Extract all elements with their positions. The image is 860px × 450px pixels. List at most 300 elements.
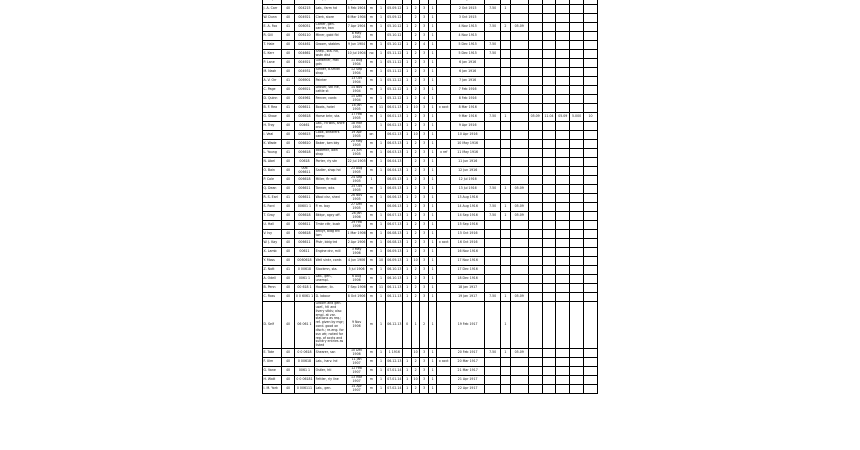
table-cell xyxy=(501,68,511,77)
table-cell: Ostler, htl xyxy=(315,367,347,376)
table-cell xyxy=(542,203,556,212)
table-cell xyxy=(437,284,451,293)
table-cell xyxy=(510,194,528,203)
table-cell xyxy=(556,167,570,176)
table-cell: 1 xyxy=(428,32,437,41)
table-cell: 1 xyxy=(428,194,437,203)
table-cell: 2 xyxy=(411,167,420,176)
table-cell xyxy=(570,349,584,358)
table-cell xyxy=(376,32,386,41)
table-cell xyxy=(542,158,556,167)
table-cell xyxy=(542,140,556,149)
table-cell xyxy=(584,349,598,358)
table-cell: 1 xyxy=(376,367,386,376)
table-row xyxy=(263,104,598,113)
table-row xyxy=(263,230,598,239)
table-cell xyxy=(542,230,556,239)
table-cell xyxy=(542,176,556,185)
table-cell: 2 xyxy=(411,176,420,185)
table-cell xyxy=(485,284,501,293)
table-cell: 0061 1 xyxy=(294,367,314,376)
table-cell xyxy=(501,275,511,284)
table-cell: 40 xyxy=(282,203,295,212)
table-cell xyxy=(528,293,542,302)
table-cell xyxy=(528,358,542,367)
table-cell: 8 Feb 1916 xyxy=(451,95,485,104)
table-cell xyxy=(584,14,598,23)
table-cell: 1 xyxy=(428,68,437,77)
table-cell xyxy=(437,349,451,358)
table-cell xyxy=(437,5,451,14)
table-cell: 1 xyxy=(403,50,412,59)
table-cell: 3 xyxy=(420,239,429,248)
table-cell xyxy=(501,158,511,167)
table-cell xyxy=(528,349,542,358)
table-cell: 1 xyxy=(428,5,437,14)
table-cell: 1 xyxy=(428,86,437,95)
table-cell xyxy=(501,167,511,176)
table-cell: 1 xyxy=(428,385,437,394)
table-cell: Wool clsr, shed xyxy=(315,194,347,203)
table-cell: Q. Dean xyxy=(263,185,282,194)
table-cell: 1 xyxy=(403,77,412,86)
table-cell: m xyxy=(367,257,377,266)
table-cell xyxy=(542,185,556,194)
table-cell: 2 xyxy=(411,140,420,149)
table-cell xyxy=(542,248,556,257)
table-cell: 40 xyxy=(282,367,295,376)
table-cell: m xyxy=(367,113,377,122)
table-cell xyxy=(584,68,598,77)
table-cell: 7 Apr 1904 xyxy=(346,23,366,32)
table-cell xyxy=(437,122,451,131)
table-cell xyxy=(542,5,556,14)
table-cell: 40 xyxy=(282,376,295,385)
table-cell: 2 xyxy=(411,68,420,77)
table-cell xyxy=(556,14,570,23)
table-cell: m xyxy=(367,248,377,257)
table-cell xyxy=(542,23,556,32)
table-cell xyxy=(570,203,584,212)
table-cell: m xyxy=(367,358,377,367)
table-cell: 2 xyxy=(411,86,420,95)
table-cell: 40 xyxy=(282,131,295,140)
table-cell xyxy=(501,131,511,140)
table-cell xyxy=(570,14,584,23)
table-cell: 05.09 xyxy=(510,212,528,221)
table-cell xyxy=(437,176,451,185)
table-cell: 1 xyxy=(501,302,511,349)
table-cell: m xyxy=(367,86,377,95)
table-cell: 22 Apr 1917 xyxy=(451,385,485,394)
table-cell: 10 xyxy=(411,376,420,385)
table-cell: K. Wade xyxy=(263,140,282,149)
table-cell: 41 xyxy=(282,149,295,158)
table-cell xyxy=(501,385,511,394)
table-cell xyxy=(528,50,542,59)
table-cell xyxy=(510,257,528,266)
table-cell: m xyxy=(367,149,377,158)
table-cell: 05.11.12 xyxy=(386,68,403,77)
table-cell: 1 xyxy=(428,221,437,230)
table-cell xyxy=(556,349,570,358)
table-cell xyxy=(501,41,511,50)
table-cell: 7.50 xyxy=(485,212,501,221)
table-cell xyxy=(542,293,556,302)
table-cell xyxy=(510,95,528,104)
table-cell xyxy=(437,257,451,266)
table-cell: m xyxy=(367,275,377,284)
table-cell xyxy=(528,86,542,95)
table-cell: 2 xyxy=(411,185,420,194)
table-cell: 1 xyxy=(403,257,412,266)
table-cell: 3 xyxy=(420,68,429,77)
table-cell: 1 xyxy=(403,68,412,77)
table-cell xyxy=(528,376,542,385)
table-cell: 2 xyxy=(411,95,420,104)
table-cell: 3 xyxy=(420,14,429,23)
table-cell: 006615 xyxy=(294,131,314,140)
table-cell xyxy=(542,349,556,358)
table-cell: 1 xyxy=(403,41,412,50)
table-cell xyxy=(556,376,570,385)
table-cell xyxy=(437,77,451,86)
table-cell xyxy=(542,77,556,86)
table-cell: Groom and gen. usef., htl and livery stbls; also empl. at var. stations as req.; ref. given by mgr; cond. good on disch.; re-eng. for ssn wk; noted for reg. of accts and sundry entries as listed xyxy=(315,302,347,349)
table-cell: m xyxy=(367,140,377,149)
table-cell: Drover, stk rte, cattle st xyxy=(315,86,347,95)
table-cell: 00461 xyxy=(294,122,314,131)
table-cell xyxy=(501,257,511,266)
table-cell xyxy=(528,212,542,221)
table-cell: 3 xyxy=(420,59,429,68)
table-cell: 40 xyxy=(282,140,295,149)
table-cell xyxy=(510,266,528,275)
table-cell xyxy=(542,131,556,140)
table-cell xyxy=(501,122,511,131)
table-cell xyxy=(528,275,542,284)
table-cell: 19 Jan 1917 xyxy=(451,293,485,302)
table-cell: 05.09 xyxy=(510,349,528,358)
table-cell: 1 xyxy=(428,376,437,385)
ledger-body xyxy=(263,0,598,394)
table-cell: A. V. Orr xyxy=(263,77,282,86)
table-cell: 004661 xyxy=(294,50,314,59)
table-row xyxy=(263,50,598,59)
table-cell: T. Hale xyxy=(263,41,282,50)
table-cell xyxy=(556,302,570,349)
table-cell xyxy=(556,385,570,394)
table-cell: 18 Jan 1917 xyxy=(451,284,485,293)
table-cell xyxy=(556,149,570,158)
table-cell: 1 xyxy=(376,212,386,221)
table-cell: 1 xyxy=(403,23,412,32)
table-cell: 1 xyxy=(376,293,386,302)
table-cell: m xyxy=(367,302,377,349)
table-cell: 40 xyxy=(282,230,295,239)
table-cell: m xyxy=(367,59,377,68)
table-cell: 17 Nov 1916 xyxy=(451,257,485,266)
table-cell: 11 Jun 1916 xyxy=(451,158,485,167)
table-cell xyxy=(542,358,556,367)
table-cell: 7 Jan 1916 xyxy=(451,77,485,86)
table-cell xyxy=(570,385,584,394)
table-cell: m xyxy=(367,104,377,113)
table-cell: Tmbr cttr, bush xyxy=(315,221,347,230)
table-cell: I. Veal xyxy=(263,131,282,140)
table-cell xyxy=(570,221,584,230)
table-row xyxy=(263,32,598,41)
table-cell xyxy=(501,194,511,203)
table-cell: 10 xyxy=(411,131,420,140)
table-cell: 40 xyxy=(282,167,295,176)
table-row xyxy=(263,248,598,257)
table-cell: Lab., gen. xyxy=(315,385,347,394)
table-cell: 00601 1 xyxy=(294,203,314,212)
table-cell: 1 xyxy=(403,5,412,14)
table-cell: 2 xyxy=(411,122,420,131)
table-cell xyxy=(528,140,542,149)
table-cell: Shearer, ssn xyxy=(315,349,347,358)
table-cell: 13 Oct 1904 xyxy=(346,77,366,86)
table-cell xyxy=(570,59,584,68)
table-cell xyxy=(570,131,584,140)
table-cell xyxy=(437,221,451,230)
table-cell: 1 xyxy=(376,149,386,158)
table-cell xyxy=(501,104,511,113)
table-cell: 0 0 0618 xyxy=(294,349,314,358)
table-cell xyxy=(584,284,598,293)
table-cell: 1 xyxy=(403,104,412,113)
table-row xyxy=(263,385,598,394)
table-cell: 1 xyxy=(403,149,412,158)
table-cell: 1 xyxy=(376,158,386,167)
table-cell: 06.05.13 xyxy=(386,176,403,185)
table-cell: 006110 xyxy=(294,32,314,41)
table-cell: 1 xyxy=(403,221,412,230)
table-cell: m xyxy=(367,367,377,376)
table-cell: m xyxy=(367,194,377,203)
table-cell: 1 xyxy=(428,158,437,167)
table-cell: 1 xyxy=(403,86,412,95)
table-cell: 1 xyxy=(428,230,437,239)
table-cell: 1 xyxy=(428,358,437,367)
table-cell xyxy=(584,367,598,376)
table-cell: Shep., sta. hd, wstn dist xyxy=(315,50,347,59)
table-cell xyxy=(570,185,584,194)
table-cell xyxy=(501,77,511,86)
table-cell xyxy=(556,203,570,212)
table-cell xyxy=(542,95,556,104)
table-cell: L. Young xyxy=(263,149,282,158)
table-cell xyxy=(437,385,451,394)
table-cell: m xyxy=(367,167,377,176)
table-cell: 1 xyxy=(428,95,437,104)
table-cell: m xyxy=(367,14,377,23)
table-cell xyxy=(510,50,528,59)
table-row xyxy=(263,131,598,140)
table-cell xyxy=(556,5,570,14)
table-cell xyxy=(570,149,584,158)
table-cell: 06.06.13 xyxy=(386,203,403,212)
table-cell xyxy=(570,68,584,77)
table-cell xyxy=(528,248,542,257)
table-cell xyxy=(584,248,598,257)
table-cell: 05.09 xyxy=(510,293,528,302)
table-cell: m xyxy=(367,284,377,293)
table-cell xyxy=(584,23,598,32)
ledger-sheet xyxy=(262,0,598,394)
table-cell: m xyxy=(367,68,377,77)
table-cell: 1 xyxy=(403,284,412,293)
table-cell: 2 xyxy=(411,41,420,50)
table-cell xyxy=(437,158,451,167)
table-cell xyxy=(501,176,511,185)
table-cell: 2 xyxy=(411,239,420,248)
table-cell: 06.08.13 xyxy=(386,239,403,248)
table-cell xyxy=(510,68,528,77)
table-cell xyxy=(584,140,598,149)
table-row xyxy=(263,167,598,176)
table-cell: 1 xyxy=(403,239,412,248)
table-cell: 1 xyxy=(403,212,412,221)
table-cell xyxy=(584,86,598,95)
table-cell xyxy=(528,176,542,185)
table-cell: 41 xyxy=(282,23,295,32)
table-cell: 7.50 xyxy=(485,50,501,59)
table-cell xyxy=(510,158,528,167)
table-cell: Z. Nott xyxy=(263,266,282,275)
table-cell: 1 xyxy=(428,212,437,221)
table-cell: Lab., rd wks, shire cncl xyxy=(315,121,345,129)
table-cell xyxy=(485,239,501,248)
table-cell xyxy=(485,194,501,203)
table-cell: 40 xyxy=(282,113,295,122)
table-cell: 1 xyxy=(501,212,511,221)
table-cell xyxy=(556,131,570,140)
table-cell: Miner, gold fld xyxy=(315,32,347,41)
table-cell: 1 xyxy=(403,113,412,122)
table-row xyxy=(263,203,598,212)
table-cell: 1 xyxy=(403,131,412,140)
table-cell xyxy=(485,140,501,149)
table-cell: 06.02.13 xyxy=(386,131,403,140)
table-row xyxy=(263,113,598,122)
table-cell: 06.02.13 xyxy=(386,122,403,131)
table-cell: 1 xyxy=(501,293,511,302)
table-cell: 1 xyxy=(428,266,437,275)
table-cell xyxy=(485,14,501,23)
table-cell: 40 xyxy=(282,385,295,394)
table-cell: 2 xyxy=(411,59,420,68)
table-cell: 3 xyxy=(420,284,429,293)
table-cell: 3 xyxy=(420,349,429,358)
table-cell: 0060618 xyxy=(294,257,314,266)
table-cell xyxy=(584,50,598,59)
table-cell xyxy=(485,248,501,257)
table-cell xyxy=(584,176,598,185)
table-cell: Well sinkr, contr. xyxy=(315,257,347,266)
table-cell: 1 xyxy=(376,50,386,59)
table-cell xyxy=(437,203,451,212)
table-cell xyxy=(485,302,501,349)
table-cell: 1 xyxy=(428,239,437,248)
table-cell xyxy=(501,86,511,95)
table-cell xyxy=(556,77,570,86)
table-cell: 23 Aug 1905 xyxy=(346,167,366,176)
table-cell xyxy=(485,86,501,95)
table-cell: 05.12.12 xyxy=(386,86,403,95)
table-cell: 006610 xyxy=(294,140,314,149)
table-cell xyxy=(528,385,542,394)
table-cell: 1 xyxy=(428,203,437,212)
table-cell: 006618 xyxy=(294,176,314,185)
table-cell: 14 Nov 1904 xyxy=(346,86,366,95)
table-cell: 2 xyxy=(501,23,511,32)
table-row xyxy=(263,194,598,203)
table-cell: 006618 xyxy=(294,230,314,239)
table-cell xyxy=(510,385,528,394)
table-cell: 07.01.14 xyxy=(386,367,403,376)
table-cell: 17 Feb 1905 xyxy=(346,113,366,122)
table-cell: 18 Mar 1905 xyxy=(346,122,366,131)
table-cell xyxy=(570,158,584,167)
table-cell xyxy=(437,367,451,376)
table-cell: 3 xyxy=(420,176,429,185)
table-cell: 1 xyxy=(376,358,386,367)
table-cell xyxy=(367,122,377,131)
table-cell xyxy=(542,257,556,266)
table-cell: 5 Dec 1915 xyxy=(451,41,485,50)
table-cell: 06.01.13 xyxy=(386,113,403,122)
table-cell xyxy=(437,41,451,50)
table-cell: 06.07.13 xyxy=(386,212,403,221)
table-cell xyxy=(570,194,584,203)
table-cell: 40 xyxy=(282,185,295,194)
table-cell: 2 xyxy=(411,367,420,376)
table-cell: 2 xyxy=(411,158,420,167)
table-row xyxy=(263,284,598,293)
table-cell xyxy=(501,59,511,68)
table-cell xyxy=(485,158,501,167)
table-cell: 004931 xyxy=(294,68,314,77)
table-cell: m xyxy=(367,266,377,275)
table-cell: 1 xyxy=(403,122,412,131)
table-cell: 29 Feb 1906 xyxy=(346,221,366,230)
table-cell: 7.50 xyxy=(485,41,501,50)
table-cell xyxy=(570,293,584,302)
table-cell xyxy=(510,302,528,349)
table-cell xyxy=(542,122,556,131)
table-cell xyxy=(556,257,570,266)
table-cell xyxy=(556,284,570,293)
table-row xyxy=(263,68,598,77)
table-cell: 4 Jun 1906 xyxy=(346,257,366,266)
table-cell xyxy=(528,131,542,140)
table-cell: 12 Feb 1907 xyxy=(346,367,366,376)
table-cell: x acct xyxy=(437,358,451,367)
table-cell: m xyxy=(367,239,377,248)
table-cell: 14 Aug 1916 xyxy=(451,203,485,212)
table-cell: 16 Oct 1916 xyxy=(451,239,485,248)
table-cell: 1 xyxy=(428,131,437,140)
table-row xyxy=(263,140,598,149)
table-cell xyxy=(570,376,584,385)
table-cell: 3 xyxy=(420,167,429,176)
table-cell: 06.11.13 xyxy=(386,293,403,302)
table-cell: on xyxy=(367,131,377,140)
table-cell: 05.09.12 xyxy=(386,14,403,23)
